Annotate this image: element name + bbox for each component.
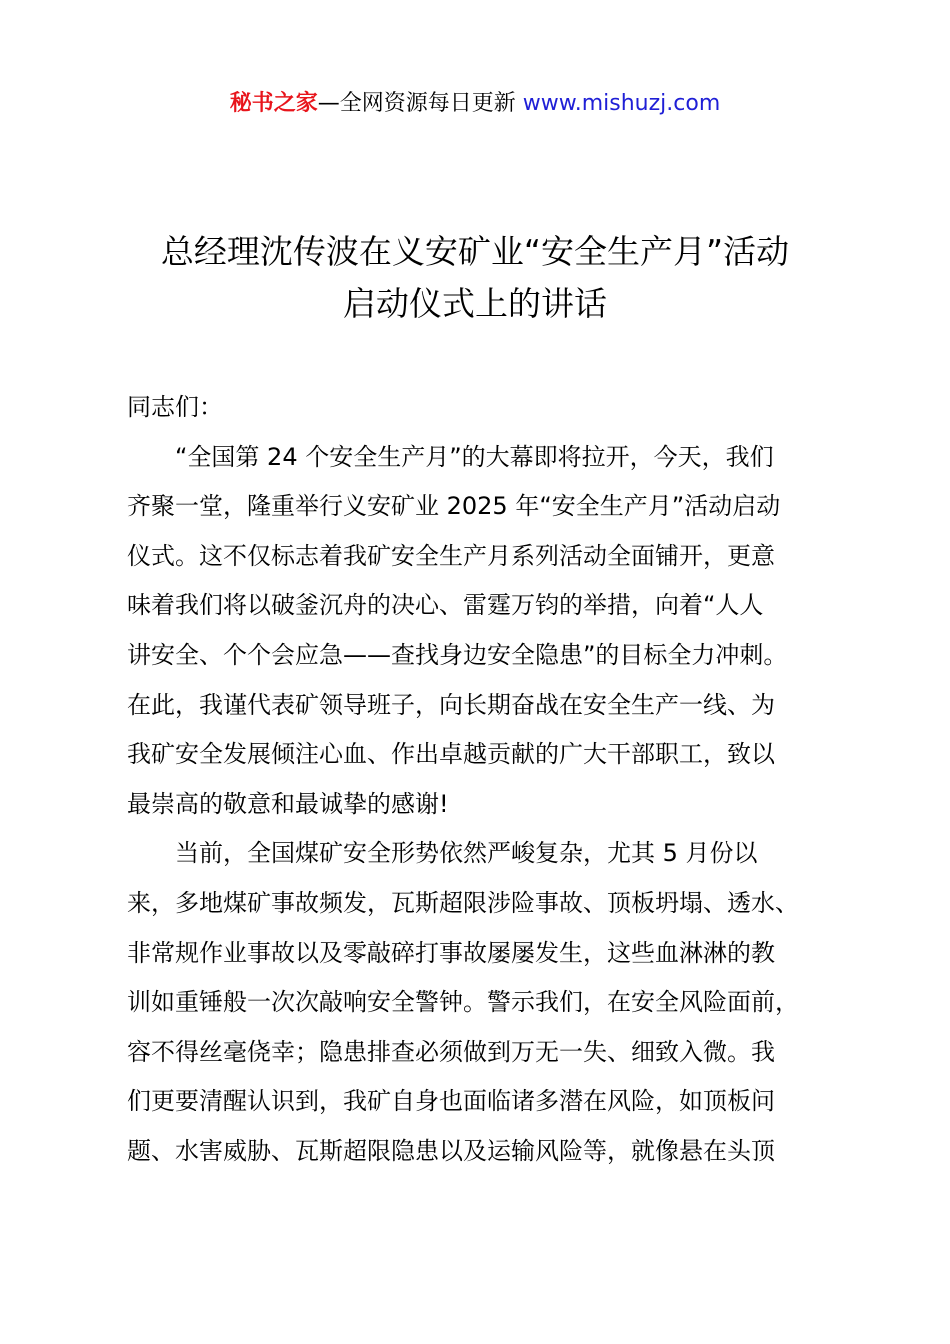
paragraph	[127, 829, 847, 1176]
paragraph-line: 非常规作业事故以及零敲碎打事故屡屡发生，这些血淋淋的教	[127, 938, 775, 967]
paragraph-line: 最崇高的敬意和最诚挚的感谢!	[127, 789, 449, 818]
paragraph-line: 齐聚一堂，隆重举行义安矿业 2025 年“安全生产月”活动启动	[127, 492, 781, 521]
document-title	[0, 226, 950, 330]
salutation: 同志们：	[127, 393, 223, 421]
site-header	[0, 86, 950, 122]
paragraph-line: 容不得丝毫侥幸；隐患排查必须做到万无一失、细致入微。我	[127, 1037, 775, 1066]
paragraph-line: 来，多地煤矿事故频发，瓦斯超限涉险事故、顶板坍塌、透水、	[127, 888, 799, 917]
paragraph-line: 味着我们将以破釜沉舟的决心、雷霆万钧的举措，向着“人人	[127, 591, 764, 620]
paragraph-line: 们更要清醒认识到，我矿自身也面临诸多潜在风险，如顶板问	[127, 1087, 775, 1116]
paragraph-line: 当前，全国煤矿安全形势依然严峻复杂，尤其 5 月份以	[127, 839, 758, 868]
paragraph-line: 讲安全、个个会应急——查找身边安全隐患”的目标全力冲刺。	[127, 640, 788, 669]
title-line: 启动仪式上的讲话	[343, 284, 607, 323]
paragraph-line: “全国第 24 个安全生产月”的大幕即将拉开，今天，我们	[127, 442, 774, 471]
title-line: 总经理沈传波在义安矿业“安全生产月”活动	[160, 232, 790, 271]
site-tagline: —全网资源每日更新	[317, 91, 523, 116]
paragraph-line: 训如重锤般一次次敲响安全警钟。警示我们，在安全风险面前，	[127, 988, 799, 1017]
paragraph-line: 仪式。这不仅标志着我矿安全生产月系列活动全面铺开，更意	[127, 541, 775, 570]
paragraph-line: 题、水害威胁、瓦斯超限隐患以及运输风险等，就像悬在头顶	[127, 1136, 775, 1165]
document-body	[127, 383, 847, 1177]
paragraph	[127, 433, 847, 830]
site-url-link[interactable]: www.mishuzj.com	[522, 91, 721, 116]
brand-name: 秘书之家	[229, 91, 318, 116]
paragraph-line: 在此，我谨代表矿领导班子，向长期奋战在安全生产一线、为	[127, 690, 775, 719]
paragraph-line: 我矿安全发展倾注心血、作出卓越贡献的广大干部职工，致以	[127, 740, 775, 769]
